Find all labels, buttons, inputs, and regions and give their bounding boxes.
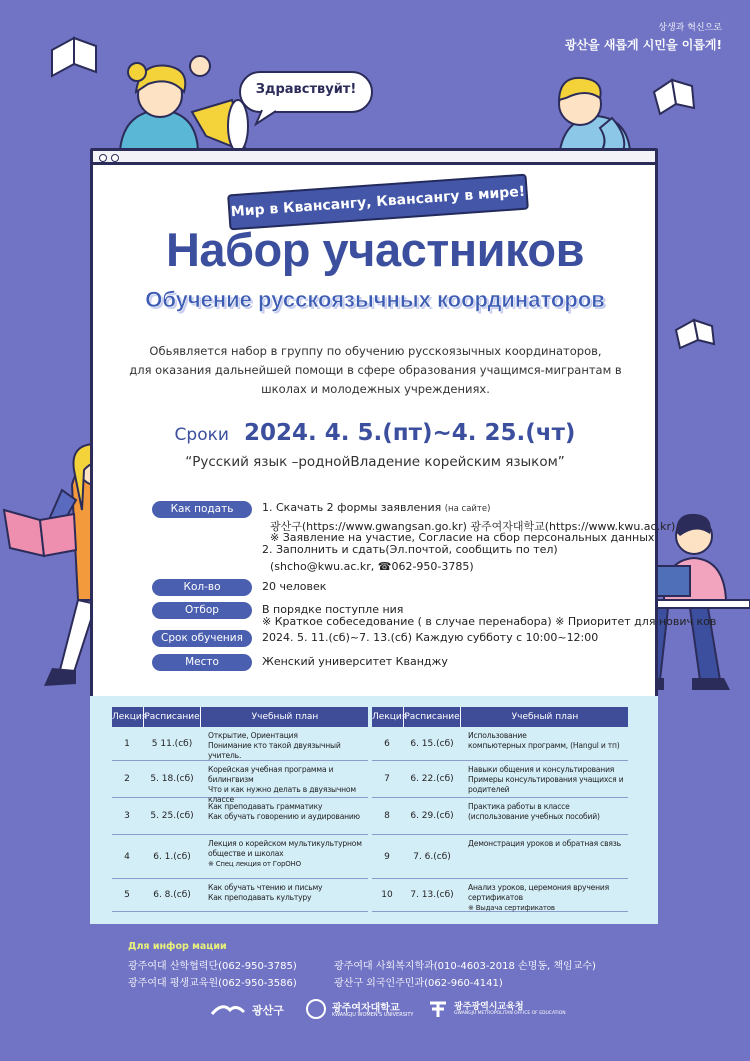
table-row bbox=[372, 879, 628, 912]
lecture-date: 6. 8.(сб) bbox=[153, 890, 191, 900]
logo-education-office-en: GWANGJU METROPOLITAN OFFICE OF EDUCATION bbox=[454, 1011, 566, 1016]
header-plan: Учебный план bbox=[511, 712, 579, 722]
window-dot-icon bbox=[111, 154, 119, 162]
table-row bbox=[112, 798, 368, 835]
lecture-plan bbox=[208, 883, 370, 903]
logo-kwu: 광주여자대학교 bbox=[332, 1003, 400, 1014]
plan-line: Использование bbox=[468, 731, 527, 740]
header-schedule: Расписание bbox=[403, 707, 461, 727]
lecture-plan bbox=[468, 839, 630, 849]
window-titlebar bbox=[93, 151, 655, 165]
table-header bbox=[372, 707, 628, 727]
plan-line: Лекция о корейском мультикультурном bbox=[208, 839, 362, 848]
contact-line: 광주여대 사회복지학과(010-4603-2018 손명동, 책임교수) bbox=[334, 961, 596, 972]
table-row bbox=[112, 879, 368, 912]
apply-step2: 2. Заполнить и сдать(Эл.почтой, сообщить по тел) bbox=[262, 543, 558, 556]
plan-line: Как преподавать культуру bbox=[208, 893, 312, 902]
period-value: 2024. 5. 11.(сб)~7. 13.(сб) Каждую субботу с 10:00~12:00 bbox=[262, 631, 599, 644]
plan-line: Открытие, Ориентация bbox=[208, 731, 298, 740]
apply-consent-note: ※ Заявление на участие, Согласие на сбор персональных данных bbox=[270, 531, 655, 544]
page-subtitle: Обучение русскоязычных координаторов bbox=[145, 287, 605, 312]
plan-line: Как преподавать грамматику bbox=[208, 802, 323, 811]
table-row bbox=[372, 835, 628, 879]
apply-sites: 광산구(https://www.gwangsan.go.kr) 광주여자대학교(https://www.kwu.ac.kr) bbox=[270, 520, 676, 533]
lecture-date: 6. 15.(сб) bbox=[410, 738, 454, 749]
footer-title: Для инфор мации bbox=[128, 941, 227, 952]
lecture-plan bbox=[468, 802, 630, 822]
logo-kwu-en: KWANGJU WOMEN'S UNIVERSITY bbox=[332, 1012, 414, 1018]
plan-line: Навыки общения и консультирования bbox=[468, 765, 615, 774]
apply-step1: 1. Скачать 2 формы заявления (на сайте) bbox=[262, 501, 491, 514]
application-dates bbox=[90, 420, 660, 446]
place-value: Женский университет Кванджу bbox=[262, 655, 448, 668]
window-dot-icon bbox=[99, 154, 107, 162]
contact-line: 광주여대 산학협력단(062-950-3785) bbox=[128, 961, 297, 972]
lecture-number: 4 bbox=[124, 851, 130, 862]
lecture-date: 5. 18.(сб) bbox=[150, 774, 194, 784]
plan-line: Практика работы в классе bbox=[468, 802, 570, 811]
motto-ribbon: Мир в Квансангу, Квансангу в мире! bbox=[227, 174, 529, 231]
schedule-table-left bbox=[112, 707, 368, 912]
lecture-number: 10 bbox=[381, 890, 393, 900]
program-motto: “Русский язык –роднойВладение корейским языком” bbox=[185, 454, 565, 470]
period-label: Срок обучения bbox=[152, 630, 252, 647]
contact-line: 광산구 외국인주민과(062-960-4141) bbox=[334, 978, 503, 989]
lecture-date: 7. 6.(сб) bbox=[413, 851, 451, 862]
lecture-date: 5. 25.(сб) bbox=[150, 811, 194, 821]
plan-line: ※ Спец лекция от ГорОНО bbox=[208, 860, 301, 868]
contact-line: 광주여대 평생교육원(062-950-3586) bbox=[128, 978, 297, 989]
lecture-number: 3 bbox=[124, 811, 130, 821]
intro-line: школах и молодежных учреждениях. bbox=[261, 382, 490, 396]
header-lecture: Лекция bbox=[112, 712, 148, 722]
lecture-number: 5 bbox=[124, 890, 130, 900]
lecture-number: 8 bbox=[384, 811, 390, 821]
lecture-plan bbox=[468, 765, 630, 795]
lecture-date: 7. 13.(сб) bbox=[410, 890, 454, 900]
table-row bbox=[372, 798, 628, 835]
plan-line: Анализ уроков, церемония вручения bbox=[468, 883, 609, 892]
plan-line: компьютерных программ, (Hangul и тп) bbox=[468, 741, 620, 750]
kwu-seal-icon bbox=[306, 999, 326, 1019]
plan-line: Примеры консультирования учащихся и родителей bbox=[468, 775, 624, 794]
gwangsan-logo-icon bbox=[210, 1002, 246, 1018]
speech-bubble-text: Здравствуйт! bbox=[255, 82, 357, 97]
count-label: Кол-во bbox=[152, 579, 252, 596]
flying-book-icon-3 bbox=[676, 320, 714, 348]
plan-line: сертификатов bbox=[468, 893, 523, 902]
speech-bubble bbox=[240, 72, 372, 124]
lecture-number: 2 bbox=[124, 774, 130, 784]
dates-label: Сроки bbox=[174, 425, 229, 445]
header-schedule: Расписание bbox=[143, 707, 201, 727]
intro-text bbox=[118, 342, 633, 399]
slogan-line1: 상생과 혁신으로 bbox=[658, 23, 722, 33]
header-plan: Учебный план bbox=[251, 712, 319, 722]
lecture-number: 9 bbox=[384, 851, 390, 862]
lecture-number: 7 bbox=[384, 774, 390, 784]
lecture-plan bbox=[208, 839, 370, 869]
lecture-number: 6 bbox=[384, 738, 390, 749]
page-title: Набор участников bbox=[165, 223, 585, 276]
lecture-date: 6. 1.(сб) bbox=[153, 851, 191, 862]
select-note: ※ Краткое собеседование ( в случае перенабора) ※ Приоритет для нович ков bbox=[262, 615, 717, 628]
table-row bbox=[112, 727, 368, 761]
education-office-logo-icon bbox=[428, 999, 448, 1019]
lecture-date: 6. 22.(сб) bbox=[410, 774, 454, 784]
lecture-plan bbox=[208, 802, 370, 822]
table-header bbox=[112, 707, 368, 727]
lecture-date: 6. 29.(сб) bbox=[410, 811, 454, 821]
intro-line: Обьявляется набор в группу по обучению русскоязычных координаторов, bbox=[149, 344, 602, 358]
apply-contact: (shcho@kwu.ac.kr, ☎062-950-3785) bbox=[270, 560, 474, 573]
lecture-plan bbox=[468, 731, 630, 751]
lecture-number: 1 bbox=[124, 738, 130, 749]
plan-line: Как обучать чтению и письму bbox=[208, 883, 323, 892]
intro-line: для оказания дальнейшей помощи в сфере образования учащимся-мигрантам в bbox=[129, 363, 622, 377]
header-lecture: Лекция bbox=[372, 712, 408, 722]
logo-education-office: 광주광역시교육청 bbox=[454, 1002, 524, 1012]
flying-book-icon-2 bbox=[654, 80, 694, 114]
girl-megaphone-illustration bbox=[120, 56, 248, 152]
logo-gwangsan: 광산구 bbox=[252, 1004, 284, 1017]
plan-line: ※ Выдача сертификатов bbox=[468, 904, 555, 912]
plan-line: обществе и школах bbox=[208, 849, 284, 858]
lecture-plan bbox=[208, 731, 370, 761]
plan-line: (использование учебных пособий) bbox=[468, 812, 600, 821]
plan-line: Корейская учебная программа и билингвизм bbox=[208, 765, 334, 784]
dates-value: 2024. 4. 5.(пт)~4. 25.(чт) bbox=[244, 420, 576, 446]
slogan-line2: 광산을 새롭게 시민을 이롭게! bbox=[564, 38, 722, 52]
lecture-plan bbox=[468, 883, 630, 913]
flying-book-icon bbox=[52, 38, 96, 76]
plan-line: Демонстрация уроков и обратная связь bbox=[468, 839, 621, 848]
schedule-table-right bbox=[372, 707, 628, 912]
lecture-date: 5 11.(сб) bbox=[151, 738, 193, 749]
plan-line: Понимание кто такой двуязычный учитель. bbox=[208, 741, 341, 760]
place-label: Место bbox=[152, 654, 252, 671]
table-row bbox=[112, 835, 368, 879]
plan-line: Как обучать говорению и аудированию bbox=[208, 812, 360, 821]
select-value: В порядке поступле ния bbox=[262, 603, 404, 616]
apply-label: Как подать заявку bbox=[152, 501, 252, 518]
plan-line: Что и как нужно делать в двуязычном классе bbox=[208, 785, 356, 804]
table-row bbox=[112, 761, 368, 804]
select-label: Отбор bbox=[152, 602, 252, 619]
table-row bbox=[372, 727, 628, 761]
table-row bbox=[372, 761, 628, 798]
count-value: 20 человек bbox=[262, 580, 327, 593]
